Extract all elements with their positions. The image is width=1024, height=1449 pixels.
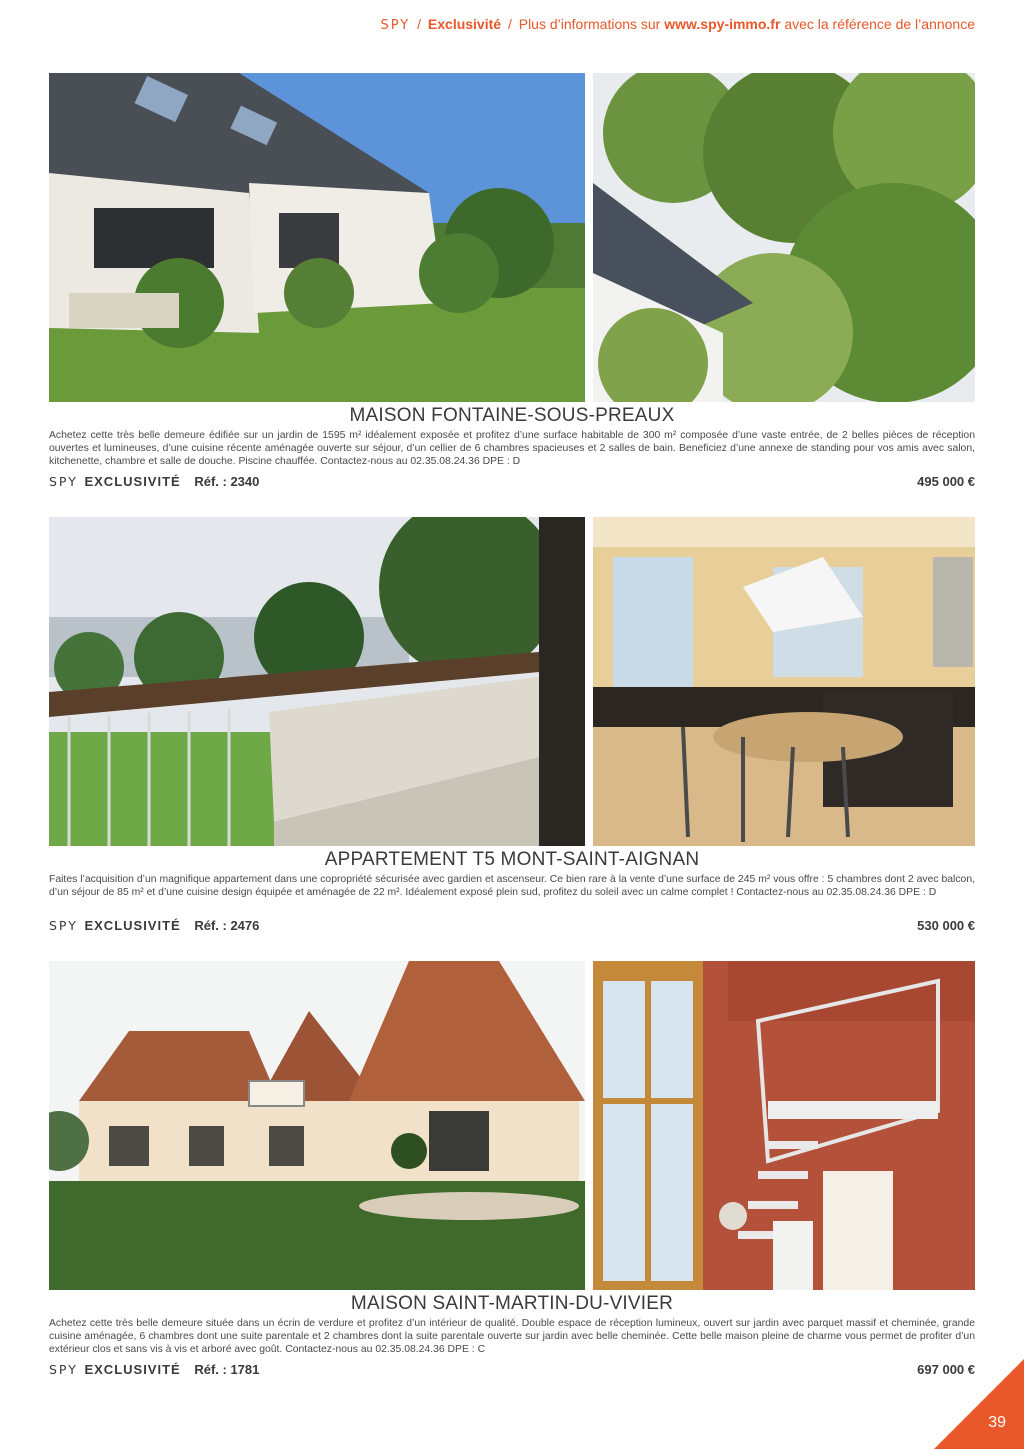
listing-title: MAISON FONTAINE-SOUS-PREAUX xyxy=(349,405,675,426)
listing-photos xyxy=(49,517,975,846)
listing-card xyxy=(49,961,975,1382)
exclusive-label: EXCLUSIVITÉ xyxy=(84,1362,181,1377)
listing-price: 530 000 € xyxy=(917,918,975,933)
reference-number: Réf. : 2476 xyxy=(194,918,260,933)
listing-description: Achetez cette très belle demeure située dans un écrin de verdure et profitez d’un intérieur de qualité. Double espace de réception lumineux, ouvert sur jardin avec parquet massif et cheminée, grande cuisine aménagée, 6 chambres dont une suite parentale et 2 chambres dont la suite parentale ouverte sur jardin avec belle cheminée. Cette belle maison pleine de charme vous permet de profiter d’un extérieur clos et sans vis à vis et arboré avec goût. Contactez-nous au 02.35.08.24.36 DPE : C xyxy=(49,1318,975,1355)
reference-number: Réf. : 2340 xyxy=(194,474,260,489)
listing-price: 495 000 € xyxy=(917,474,975,489)
listing-brand xyxy=(49,1362,259,1377)
listing-photos xyxy=(49,73,975,402)
listing-description: Achetez cette très belle demeure édifiée sur un jardin de 1595 m² idéalement exposée et profitez d’une surface habitable de 300 m² composée d’une vaste entrée, de 2 belles pièces de réception ouvertes et lumineuses, d’une cuisine récente aménagée ouverte sur séjour, d’un cellier de 6 chambres spacieuses et 2 salles de bain. Beneficiez d’une annexe de standing pour vos amis avec salon, kitchenette, chambre et salle de douche. Piscine chauffée. Contactez-nous au 02.35.08.24.36 DPE : D xyxy=(49,430,975,467)
listing-description: Faites l’acquisition d’un magnifique appartement dans une copropriété sécurisée avec gardien et ascenseur. Ce bien rare à la vente d’une surface de 245 m² vous offre : 5 chambres dont 2 avec balcon, d’un séjour de 85 m² et d’une cuisine design équipée et aménagée de 22 m². Idéalement exposé plein sud, profitez du soleil avec un calme complet ! Contactez-nous au 02.35.08.24.36 DPE : D xyxy=(49,874,975,898)
exclusive-label: EXCLUSIVITÉ xyxy=(84,918,181,933)
kitchen-photo[interactable] xyxy=(593,517,975,846)
listing-title: MAISON SAINT-MARTIN-DU-VIVIER xyxy=(350,1293,674,1314)
listing-card xyxy=(49,517,975,938)
page-number: 39 xyxy=(988,1414,1006,1431)
listing-title: APPARTEMENT T5 MONT-SAINT-AIGNAN xyxy=(324,849,700,870)
manor-exterior-photo[interactable] xyxy=(49,961,585,1290)
website-link[interactable]: www.spy-immo.fr xyxy=(664,16,781,32)
spy-logo: SPY xyxy=(380,18,411,33)
listing-price: 697 000 € xyxy=(917,1362,975,1377)
balcony-photo[interactable] xyxy=(49,517,585,846)
header-exclusive: Exclusivité xyxy=(427,16,502,32)
listing-brand xyxy=(49,474,259,489)
header-separator: / xyxy=(417,16,422,32)
listing-footer xyxy=(49,1362,975,1382)
page-corner-triangle xyxy=(934,1359,1024,1449)
listing-card xyxy=(49,73,975,494)
listing-photos xyxy=(49,961,975,1290)
page-header xyxy=(380,16,975,33)
listing-brand xyxy=(49,918,259,933)
spy-logo: SPY xyxy=(49,918,78,933)
header-separator-2: / xyxy=(507,16,512,32)
exclusive-label: EXCLUSIVITÉ xyxy=(84,474,181,489)
staircase-photo[interactable] xyxy=(593,961,975,1290)
house-exterior-photo[interactable] xyxy=(49,73,585,402)
header-info-suffix: avec la référence de l’annonce xyxy=(784,16,975,32)
listing-footer xyxy=(49,918,975,938)
header-info-prefix: Plus d’informations sur xyxy=(518,16,661,32)
reference-number: Réf. : 1781 xyxy=(194,1362,260,1377)
listing-footer xyxy=(49,474,975,494)
spy-logo: SPY xyxy=(49,1362,78,1377)
garden-photo[interactable] xyxy=(593,73,975,402)
spy-logo: SPY xyxy=(49,474,78,489)
